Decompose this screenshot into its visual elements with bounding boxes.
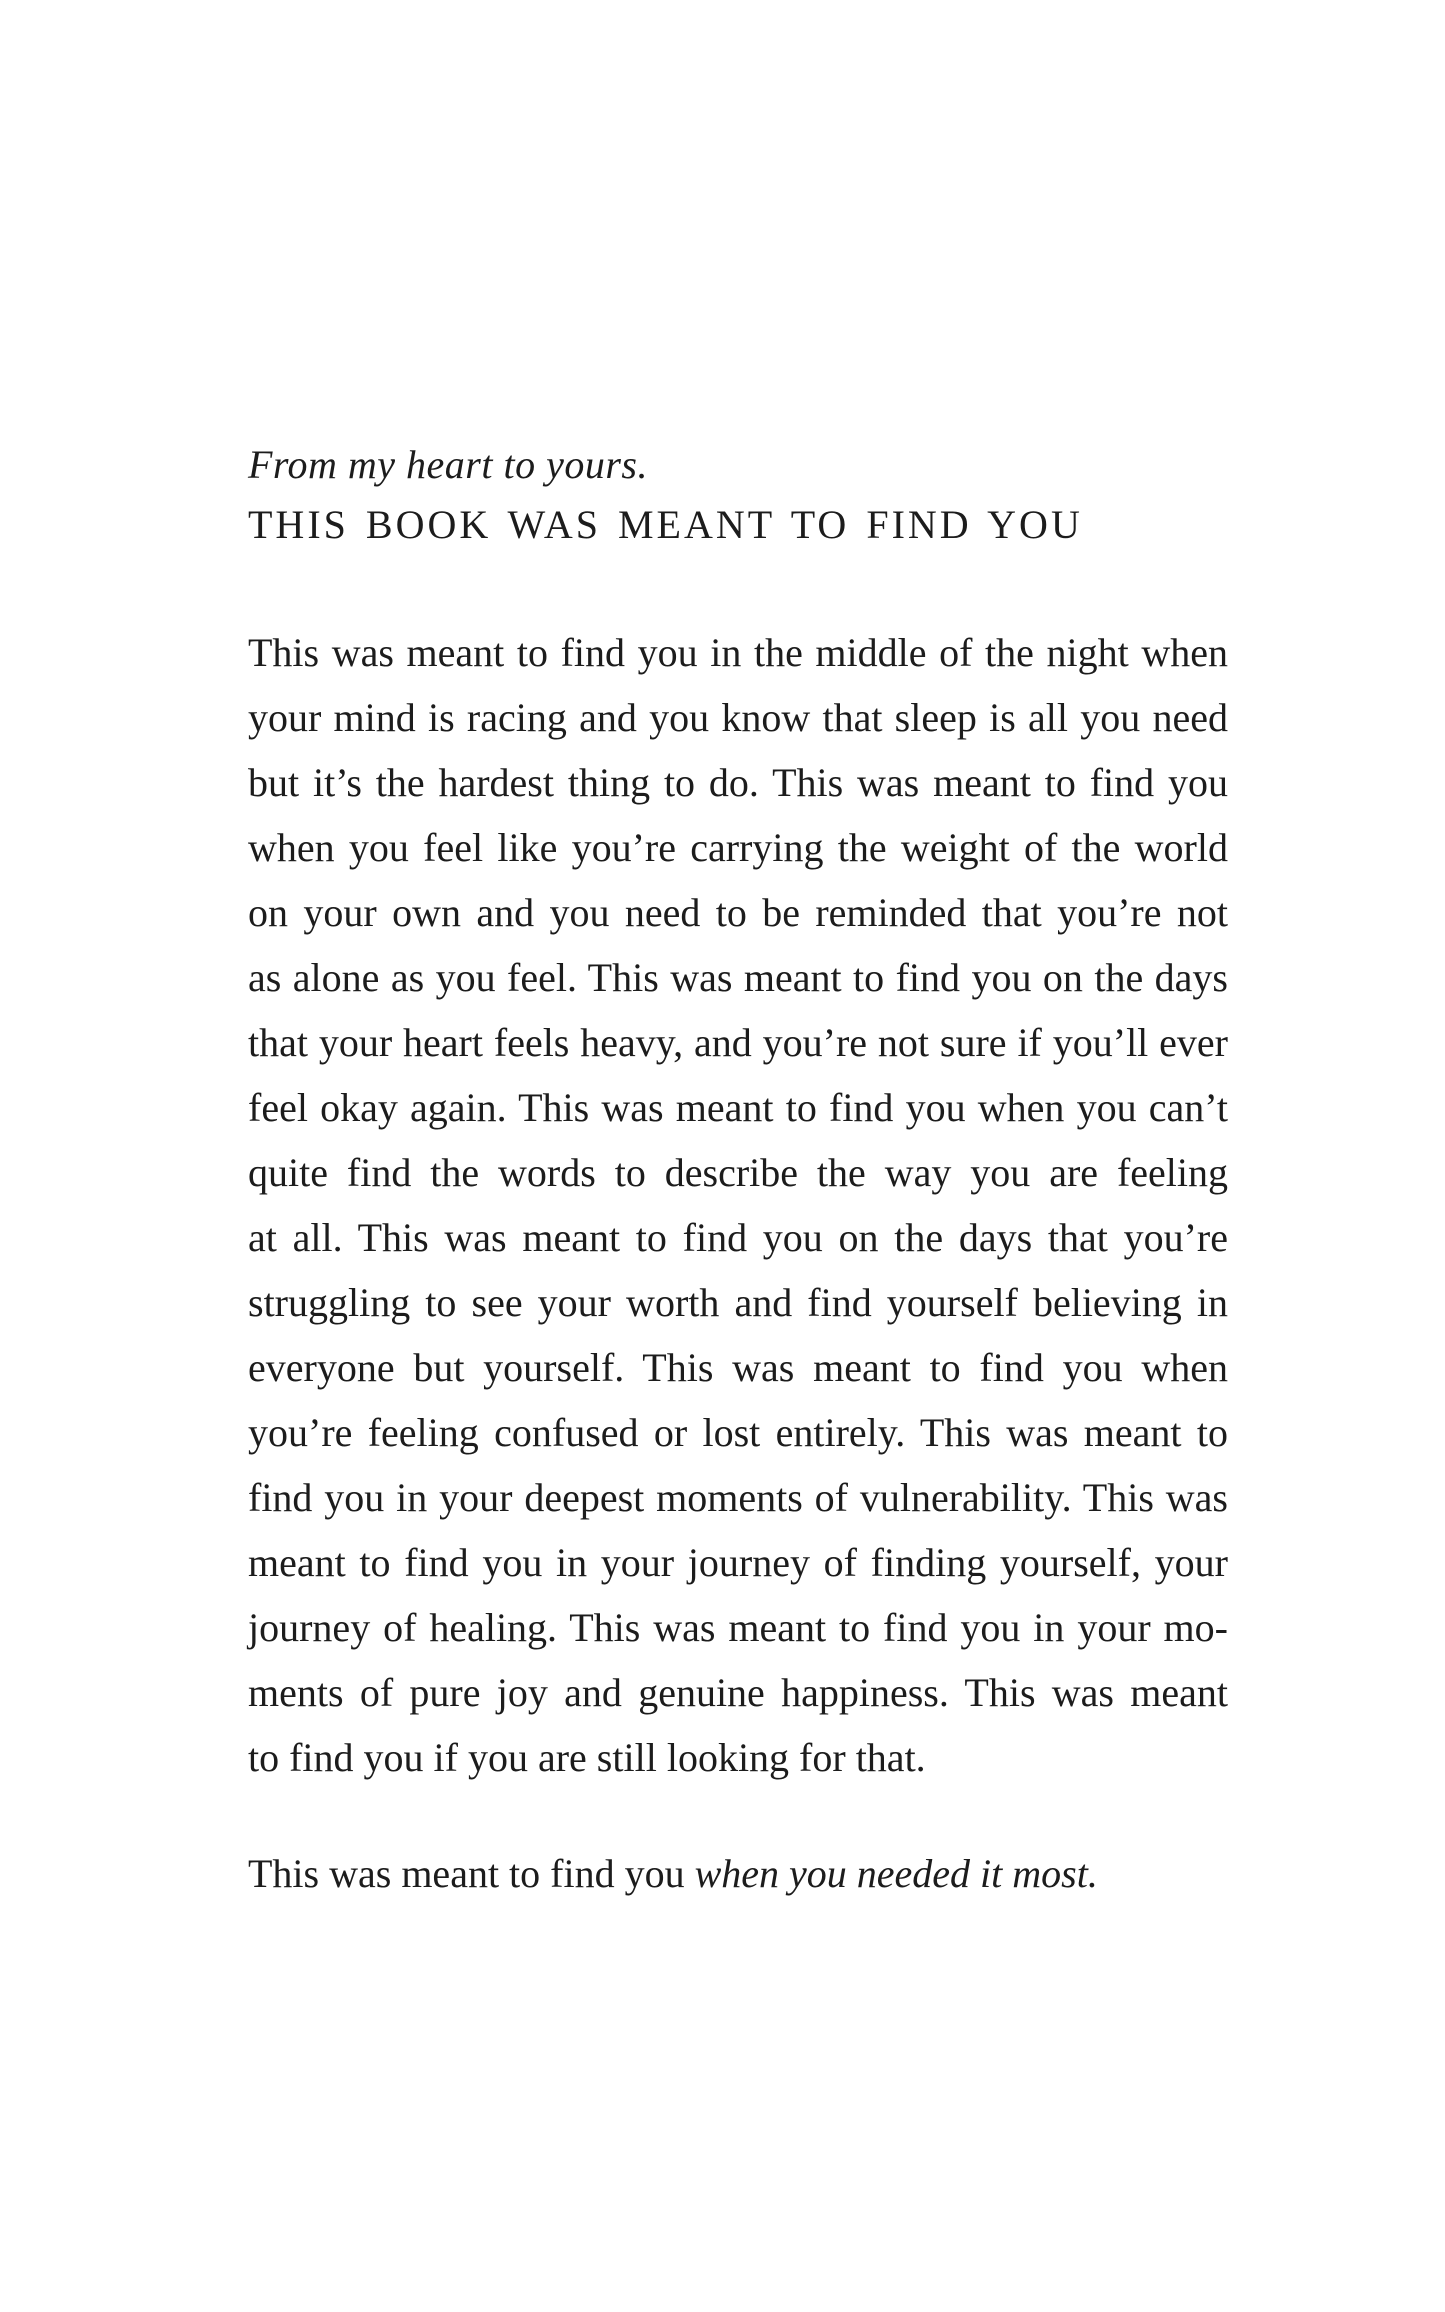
body-line: that your heart feels heavy, and you’re not sure if you’ll ever <box>248 1020 1228 1065</box>
page-title: THIS BOOK WAS MEANT TO FIND YOU <box>248 502 1083 547</box>
dedication-line: From my heart to yours. <box>248 442 648 487</box>
closing-regular-text: This was meant to find you <box>248 1851 695 1896</box>
body-line: on your own and you need to be reminded that you’re not <box>248 890 1228 935</box>
body-line: quite find the words to describe the way you are feeling <box>248 1150 1228 1195</box>
body-line: feel okay again. This was meant to find you when you can’t <box>248 1085 1228 1130</box>
body-line: everyone but yourself. This was meant to find you when <box>248 1345 1228 1390</box>
body-paragraph <box>248 620 1228 1790</box>
body-line: meant to find you in your journey of finding yourself, your <box>248 1540 1228 1585</box>
body-line: struggling to see your worth and find yourself believing in <box>248 1280 1228 1325</box>
body-line: but it’s the hardest thing to do. This was meant to find you <box>248 760 1228 805</box>
body-line: to find you if you are still looking for that. <box>248 1735 926 1780</box>
body-line: you’re feeling confused or lost entirely. This was meant to <box>248 1410 1228 1455</box>
closing-italic-text: when you needed it most. <box>694 1851 1098 1896</box>
body-line: ments of pure joy and genuine happiness. This was meant <box>248 1670 1228 1715</box>
body-line: when you feel like you’re carrying the weight of the world <box>248 825 1228 870</box>
body-line: journey of healing. This was meant to find you in your mo- <box>248 1605 1228 1650</box>
body-line: This was meant to find you in the middle of the night when <box>248 630 1228 675</box>
body-line: find you in your deepest moments of vulnerability. This was <box>248 1475 1228 1520</box>
body-line: your mind is racing and you know that sleep is all you need <box>248 695 1228 740</box>
closing-line <box>248 1850 1348 1898</box>
body-line: at all. This was meant to find you on the days that you’re <box>248 1215 1228 1260</box>
body-line: as alone as you feel. This was meant to find you on the days <box>248 955 1228 1000</box>
